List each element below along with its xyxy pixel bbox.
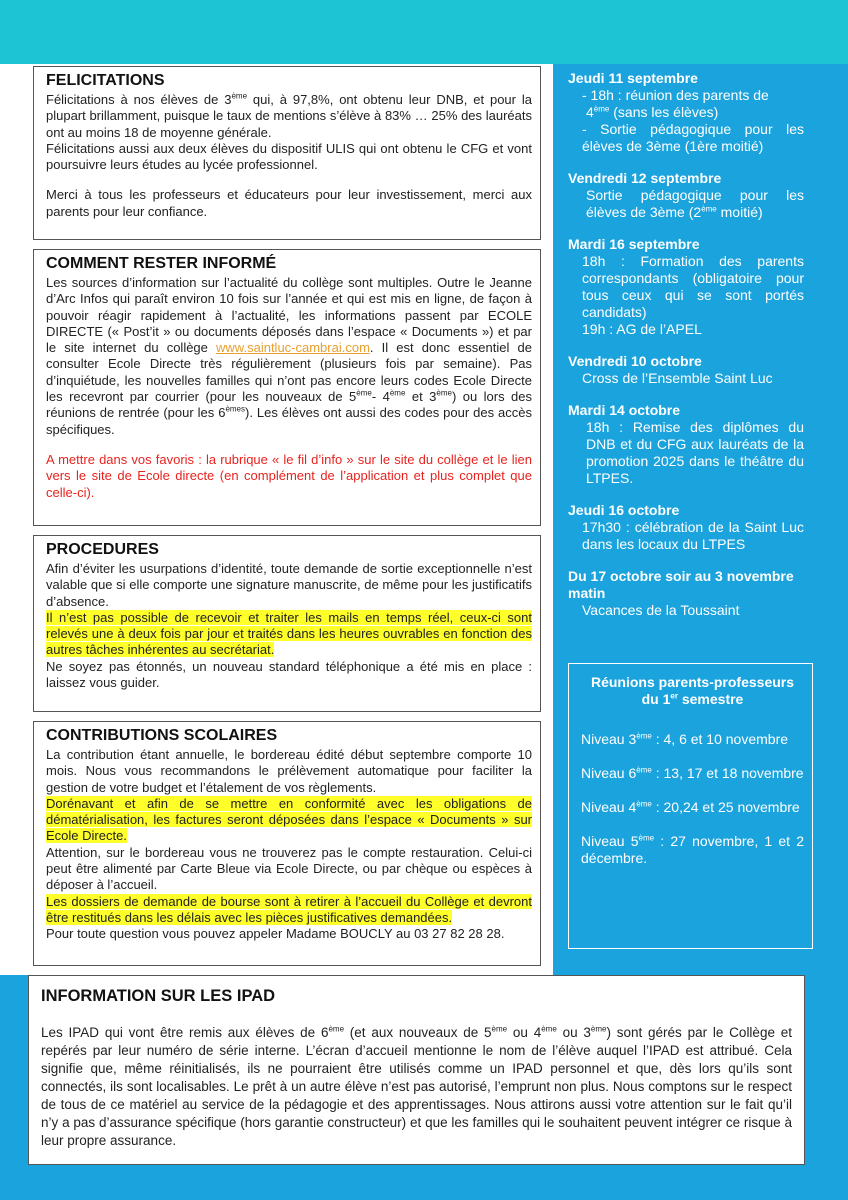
contributions-title: CONTRIBUTIONS SCOLAIRES: [46, 727, 278, 744]
website-link[interactable]: www.saintluc-cambrai.com: [216, 340, 370, 356]
procedures-phone-paragraph: Ne soyez pas étonnés, un nouveau standard téléphonique a été mis en place : laissez vous guider.: [46, 658, 532, 691]
contributions-intro: La contribution étant annuelle, le bordereau édité début septembre comporte 10 mois. Nous vous recommandons le prélèvement automatique pour faciliter la gestion de votre budget et l’étalement de vos règlements.: [46, 747, 532, 795]
event-date: Jeudi 11 septembre: [568, 70, 698, 86]
event-line: 4ème (sans les élèves): [586, 104, 719, 120]
event-line: 18h : Formation des parents correspondants (obligatoire pour tous ceux qui se sont portés candidats): [582, 253, 804, 320]
contributions-section: [33, 721, 541, 966]
felicitations-ulis-paragraph: Félicitations aussi aux deux élèves du dispositif ULIS qui ont obtenu le CFG et vont poursuivre leurs études au lycée professionnel.: [46, 140, 532, 173]
ipad-title: INFORMATION SUR LES IPAD: [41, 987, 276, 1005]
meetings-title: Réunions parents-professeurs du 1er semestre: [590, 674, 795, 707]
contributions-restauration: Attention, sur le bordereau vous ne trouverez pas le compte restauration. Celui-ci peut être alimenté par Carte Bleue via Ecole Directe, ou par chèque ou espèces à déposer à l’accueil.: [46, 844, 532, 893]
meeting-level-5: Niveau 5ème : 27 novembre, 1 et 2 décembre.: [581, 833, 804, 866]
agenda-event: [568, 353, 804, 387]
felicitations-thanks: Merci à tous les professeurs et éducateurs pour leur investissement, merci aux parents pour leur confiance.: [46, 187, 532, 219]
procedures-identity-paragraph: Afin d’éviter les usurpations d’identité, toute demande de sortie exceptionnelle n’est valable que si elle comporte une signature manuscrite, de même pour les justificatifs d’absence.: [46, 561, 532, 609]
event-line: - 18h : réunion des parents de: [582, 87, 769, 103]
event-line: 17h30 : célébration de la Saint Luc dans les locaux du LTPES: [582, 519, 804, 552]
informe-paragraph: Les sources d’information sur l’actualité du collège sont multiples. Outre le Jeanne d’Arc Infos qui paraît environ 10 fois sur l’année et qui est mis en ligne, de façon à pouvoir réagir rapidement à l’actualité, les informations passent par ECOLE DIRECTE (« Post’it » ou documents déposés dans l’espace « Documents ») et par le site internet du collège www.saintluc-cambrai.com. Il est donc essentiel de consulter Ecole Directe très régulièrement (plusieurs fois par semaine). Pas d’inquiétude, les nouvelles familles qui n’ont pas encore leurs codes Ecole Directe les recevront par courrier (pour les nouveaux de 5ème- 4ème et 3ème) ou lors des réunions de rentrée (pour les 6èmes). Les élèves ont aussi des codes pour des accès spécifiques.: [46, 275, 532, 437]
felicitations-paragraph: Félicitations à nos élèves de 3ème qui, à 97,8%, ont obtenu leur DNB, et pour la plupart brillamment, puisque le taux de mentions s’élève à 83% … 25% des lauréats ont au moins 18 de moyenne générale.: [46, 91, 532, 140]
event-line: Cross de l’Ensemble Saint Luc: [582, 370, 773, 386]
agenda-event: [568, 402, 804, 487]
contributions-contact: Pour toute question vous pouvez appeler Madame BOUCLY au 03 27 82 28 28.: [46, 926, 505, 942]
meeting-level-3: Niveau 3ème : 4, 6 et 10 novembre: [581, 731, 789, 747]
meeting-level-4: Niveau 4ème : 20,24 et 25 novembre: [581, 799, 800, 815]
contributions-dematerialisation: Dorénavant et afin de se mettre en conformité avec les obligations de dématérialisation, les factures seront déposées dans l’espace « Documents » sur Ecole Directe.: [46, 795, 532, 844]
event-line: Sortie pédagogique pour les élèves de 3ème (2ème moitié): [586, 187, 804, 220]
event-date: Mardi 16 septembre: [568, 236, 700, 252]
ipad-section: [28, 975, 805, 1165]
event-date: Jeudi 16 octobre: [568, 502, 680, 518]
event-date: Du 17 octobre soir au 3 novembre matin: [568, 568, 794, 601]
top-banner: [0, 0, 848, 64]
informe-section: [33, 249, 541, 526]
event-line: 18h : Remise des diplômes du DNB et du CFG aux lauréats de la promotion 2025 dans le théâtre du LTPES.: [586, 419, 804, 486]
event-date: Mardi 14 octobre: [568, 402, 681, 418]
parent-teacher-meetings-box: [568, 663, 813, 949]
agenda-list: [568, 70, 804, 634]
felicitations-section: [33, 66, 541, 240]
meeting-level-6: Niveau 6ème : 13, 17 et 18 novembre: [581, 765, 804, 781]
agenda-event: [568, 502, 804, 553]
procedures-mail-paragraph: Il n’est pas possible de recevoir et traiter les mails en temps réel, ceux-ci sont relevés une à deux fois par jour et traités dans les heures ouvrables en fonction des autres tâches inhérentes au secrétariat.: [46, 609, 532, 658]
agenda-event: [568, 170, 804, 221]
agenda-event: [568, 70, 804, 155]
felicitations-title: FELICITATIONS: [46, 72, 165, 89]
event-date: Vendredi 10 octobre: [568, 353, 702, 369]
event-line: - Sortie pédagogique pour les élèves de 3ème (1ère moitié): [582, 121, 804, 154]
event-line: 19h : AG de l’APEL: [582, 321, 702, 337]
event-line: Vacances de la Toussaint: [582, 602, 740, 618]
procedures-title: PROCEDURES: [46, 541, 159, 558]
agenda-event: [568, 568, 804, 619]
ipad-paragraph: Les IPAD qui vont être remis aux élèves de 6ème (et aux nouveaux de 5ème ou 4ème ou 3ème) sont gérés par le Collège et repérés par leur numéro de série interne. L’écran d’accueil mentionne le nom de l’élève auquel l’IPAD est attribué. Cela signifie que, même réinitialisés, ils ne pourraient être utilisés comme un IPAD personnel et que, dès lors qu’ils sont connectés, ils sont localisables. Le prêt à un autre élève n’est pas autorisé, l’emprunt non plus. Nous comptons sur le respect de tous de ce matériel au service de la pédagogie et des apprentissages. Nous attirons aussi votre attention sur le fait qu’il n’y a pas d’assurance spécifique (hors garantie constructeur) et que les familles qui le souhaitent peuvent intégrer ce risque à leur propre assurance.: [41, 1024, 793, 1148]
contributions-bourse: Les dossiers de demande de bourse sont à retirer à l’accueil du Collège et devront être restitués dans les délais avec les pièces justificatives demandées.: [46, 893, 532, 925]
procedures-section: [33, 535, 541, 712]
informe-title: COMMENT RESTER INFORMÉ: [46, 255, 277, 272]
event-date: Vendredi 12 septembre: [568, 170, 722, 186]
agenda-event: [568, 236, 804, 338]
favorites-note: A mettre dans vos favoris : la rubrique « le fil d’info » sur le site du collège et le lien vers le site de Ecole directe (en complément de l’application et plus complet que celle-ci).: [46, 451, 532, 500]
